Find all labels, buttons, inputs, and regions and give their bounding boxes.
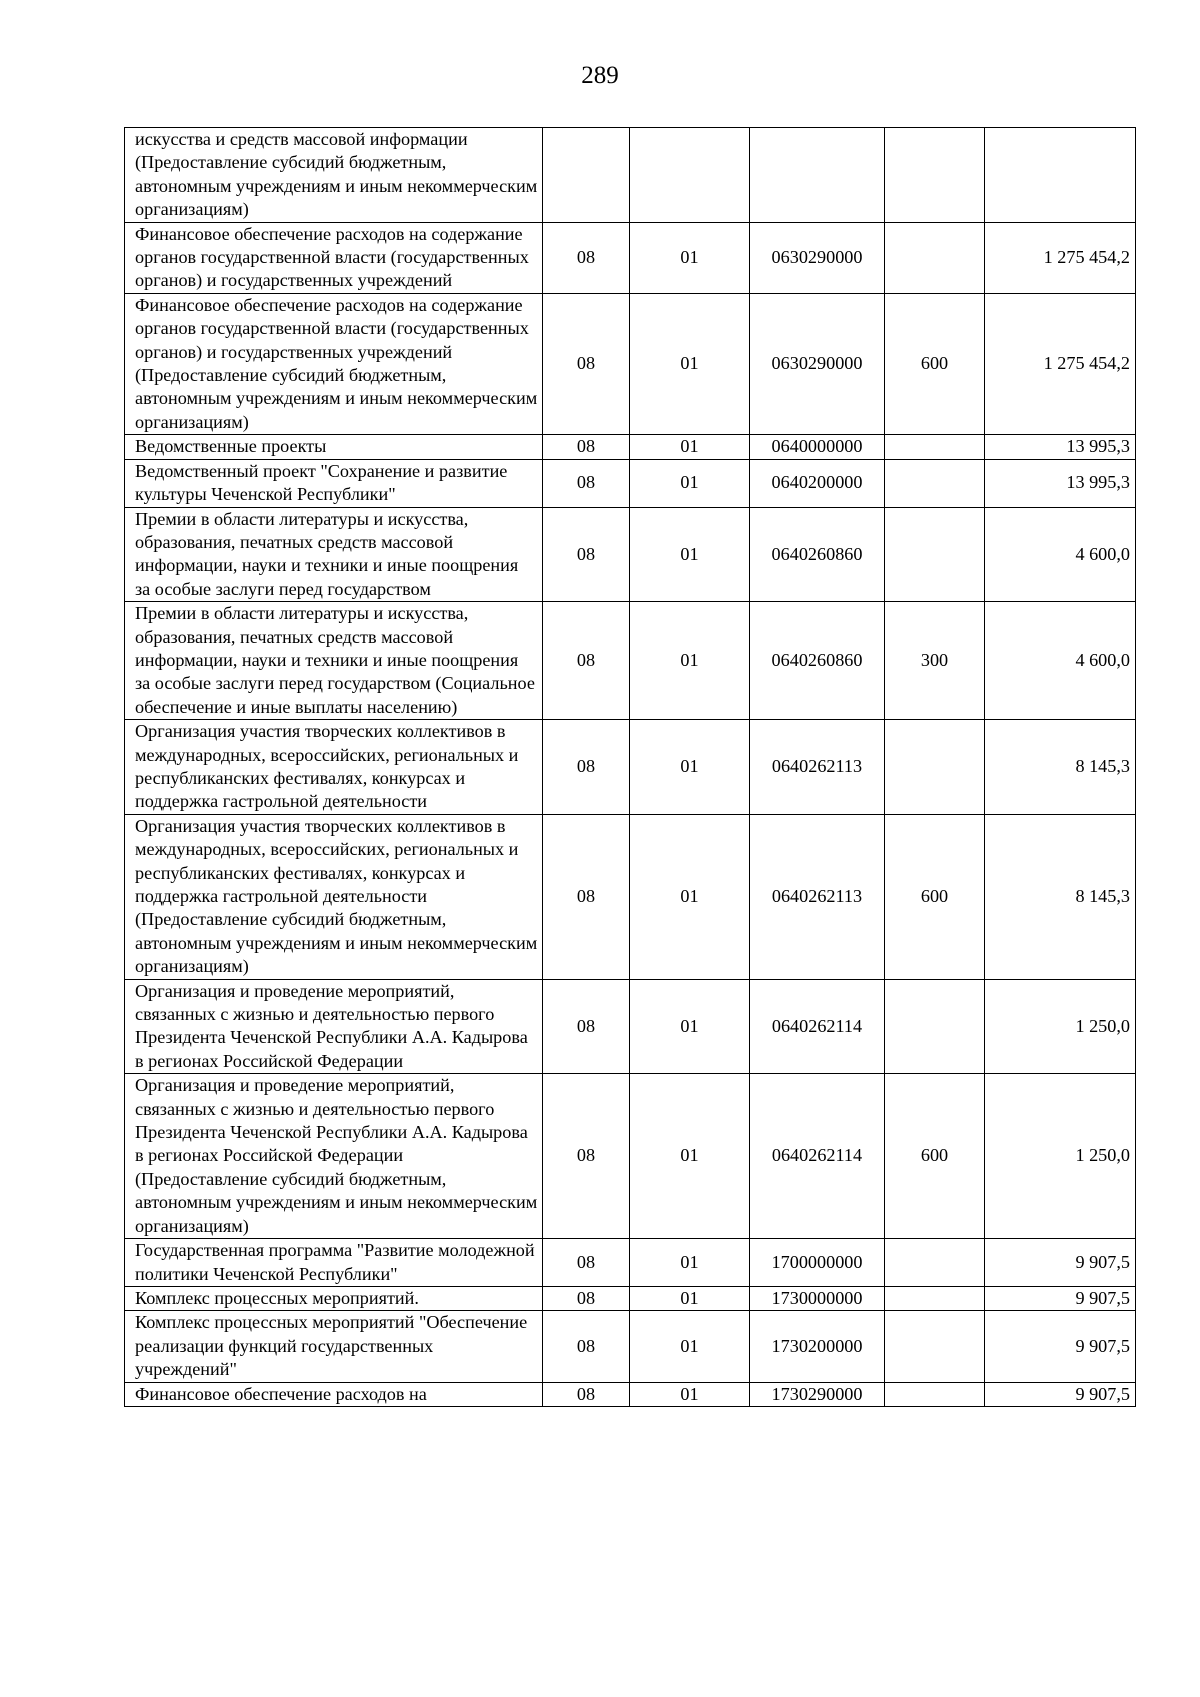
table-row	[125, 128, 1136, 223]
cell-section: 08	[543, 1239, 630, 1287]
cell-name: Организация и проведение мероприятий, связанных с жизнью и деятельностью первого Президента Чеченской Республики А.А. Кадырова в регионах Российской Федерации	[125, 979, 543, 1074]
cell-section: 08	[543, 1074, 630, 1239]
cell-expense-type	[885, 1239, 985, 1287]
cell-amount: 1 250,0	[985, 979, 1136, 1074]
cell-section: 08	[543, 814, 630, 979]
cell-section: 08	[543, 293, 630, 434]
table-row	[125, 1382, 1136, 1406]
cell-name: Организация участия творческих коллективов в международных, всероссийских, региональных и республиканских фестивалях, конкурсах и поддержка гастрольной деятельности	[125, 720, 543, 815]
cell-expense-type	[885, 459, 985, 507]
table-row	[125, 979, 1136, 1074]
cell-subsection: 01	[630, 435, 750, 459]
cell-target-article: 0640262113	[750, 814, 885, 979]
cell-section: 08	[543, 222, 630, 293]
table-row	[125, 720, 1136, 815]
cell-expense-type: 300	[885, 602, 985, 720]
cell-name: Комплекс процессных мероприятий "Обеспечение реализации функций государственных учреждений"	[125, 1311, 543, 1382]
cell-subsection: 01	[630, 602, 750, 720]
cell-amount: 13 995,3	[985, 435, 1136, 459]
cell-subsection: 01	[630, 814, 750, 979]
cell-name: Комплекс процессных мероприятий.	[125, 1286, 543, 1310]
cell-expense-type	[885, 1311, 985, 1382]
cell-target-article: 0640262114	[750, 979, 885, 1074]
cell-expense-type	[885, 1382, 985, 1406]
cell-expense-type	[885, 128, 985, 223]
cell-subsection	[630, 128, 750, 223]
cell-target-article: 0640262113	[750, 720, 885, 815]
cell-target-article: 1700000000	[750, 1239, 885, 1287]
cell-target-article: 0630290000	[750, 222, 885, 293]
table-row	[125, 1311, 1136, 1382]
table-row	[125, 602, 1136, 720]
table-row	[125, 293, 1136, 434]
cell-subsection: 01	[630, 1239, 750, 1287]
cell-subsection: 01	[630, 1382, 750, 1406]
cell-subsection: 01	[630, 1074, 750, 1239]
table-row	[125, 1074, 1136, 1239]
budget-table-body	[125, 128, 1136, 1407]
cell-expense-type	[885, 720, 985, 815]
cell-target-article: 0630290000	[750, 293, 885, 434]
cell-expense-type	[885, 507, 985, 602]
cell-name: Ведомственные проекты	[125, 435, 543, 459]
budget-table	[124, 127, 1136, 1407]
table-row	[125, 459, 1136, 507]
cell-expense-type	[885, 435, 985, 459]
cell-target-article	[750, 128, 885, 223]
cell-name: Государственная программа "Развитие молодежной политики Чеченской Республики"	[125, 1239, 543, 1287]
cell-name: искусства и средств массовой информации (Предоставление субсидий бюджетным, автономным учреждениям и иным некоммерческим организациям)	[125, 128, 543, 223]
table-row	[125, 814, 1136, 979]
table-row	[125, 1239, 1136, 1287]
cell-subsection: 01	[630, 293, 750, 434]
cell-section: 08	[543, 1286, 630, 1310]
table-row	[125, 222, 1136, 293]
cell-amount	[985, 128, 1136, 223]
cell-section: 08	[543, 435, 630, 459]
cell-name: Ведомственный проект "Сохранение и развитие культуры Чеченской Республики"	[125, 459, 543, 507]
cell-expense-type: 600	[885, 814, 985, 979]
table-row	[125, 507, 1136, 602]
cell-expense-type: 600	[885, 293, 985, 434]
cell-amount: 8 145,3	[985, 720, 1136, 815]
cell-amount: 1 275 454,2	[985, 222, 1136, 293]
cell-target-article: 0640000000	[750, 435, 885, 459]
cell-expense-type	[885, 1286, 985, 1310]
cell-amount: 9 907,5	[985, 1286, 1136, 1310]
cell-name: Премии в области литературы и искусства, образования, печатных средств массовой информации, науки и техники и иные поощрения за особые заслуги перед государством	[125, 507, 543, 602]
table-row	[125, 1286, 1136, 1310]
cell-name: Финансовое обеспечение расходов на	[125, 1382, 543, 1406]
cell-name: Финансовое обеспечение расходов на содержание органов государственной власти (государственных органов) и государственных учреждений (Предоставление субсидий бюджетным, автономным учреждениям и иным некоммерческим организациям)	[125, 293, 543, 434]
cell-subsection: 01	[630, 507, 750, 602]
cell-amount: 9 907,5	[985, 1382, 1136, 1406]
cell-subsection: 01	[630, 720, 750, 815]
cell-section: 08	[543, 1311, 630, 1382]
cell-expense-type	[885, 222, 985, 293]
cell-target-article: 0640262114	[750, 1074, 885, 1239]
cell-section	[543, 128, 630, 223]
cell-section: 08	[543, 507, 630, 602]
cell-section: 08	[543, 720, 630, 815]
cell-subsection: 01	[630, 1311, 750, 1382]
cell-target-article: 1730200000	[750, 1311, 885, 1382]
cell-expense-type: 600	[885, 1074, 985, 1239]
cell-subsection: 01	[630, 1286, 750, 1310]
cell-amount: 9 907,5	[985, 1311, 1136, 1382]
table-row	[125, 435, 1136, 459]
cell-target-article: 1730000000	[750, 1286, 885, 1310]
cell-expense-type	[885, 979, 985, 1074]
cell-name: Премии в области литературы и искусства, образования, печатных средств массовой информации, науки и техники и иные поощрения за особые заслуги перед государством (Социальное обеспечение и иные выплаты населению)	[125, 602, 543, 720]
cell-subsection: 01	[630, 459, 750, 507]
cell-subsection: 01	[630, 979, 750, 1074]
cell-name: Организация участия творческих коллективов в международных, всероссийских, региональных и республиканских фестивалях, конкурсах и поддержка гастрольной деятельности (Предоставление субсидий бюджетным, автономным учреждениям и иным некоммерческим организациям)	[125, 814, 543, 979]
cell-name: Финансовое обеспечение расходов на содержание органов государственной власти (государственных органов) и государственных учреждений	[125, 222, 543, 293]
cell-section: 08	[543, 979, 630, 1074]
cell-target-article: 1730290000	[750, 1382, 885, 1406]
page-number: 289	[581, 62, 619, 89]
cell-amount: 4 600,0	[985, 507, 1136, 602]
cell-name: Организация и проведение мероприятий, связанных с жизнью и деятельностью первого Президента Чеченской Республики А.А. Кадырова в регионах Российской Федерации (Предоставление субсидий бюджетным, автономным учреждениям и иным некоммерческим организациям)	[125, 1074, 543, 1239]
cell-section: 08	[543, 459, 630, 507]
cell-section: 08	[543, 602, 630, 720]
cell-amount: 13 995,3	[985, 459, 1136, 507]
cell-amount: 1 250,0	[985, 1074, 1136, 1239]
cell-amount: 1 275 454,2	[985, 293, 1136, 434]
cell-subsection: 01	[630, 222, 750, 293]
cell-target-article: 0640260860	[750, 602, 885, 720]
cell-amount: 9 907,5	[985, 1239, 1136, 1287]
cell-amount: 4 600,0	[985, 602, 1136, 720]
cell-target-article: 0640200000	[750, 459, 885, 507]
cell-section: 08	[543, 1382, 630, 1406]
cell-target-article: 0640260860	[750, 507, 885, 602]
cell-amount: 8 145,3	[985, 814, 1136, 979]
